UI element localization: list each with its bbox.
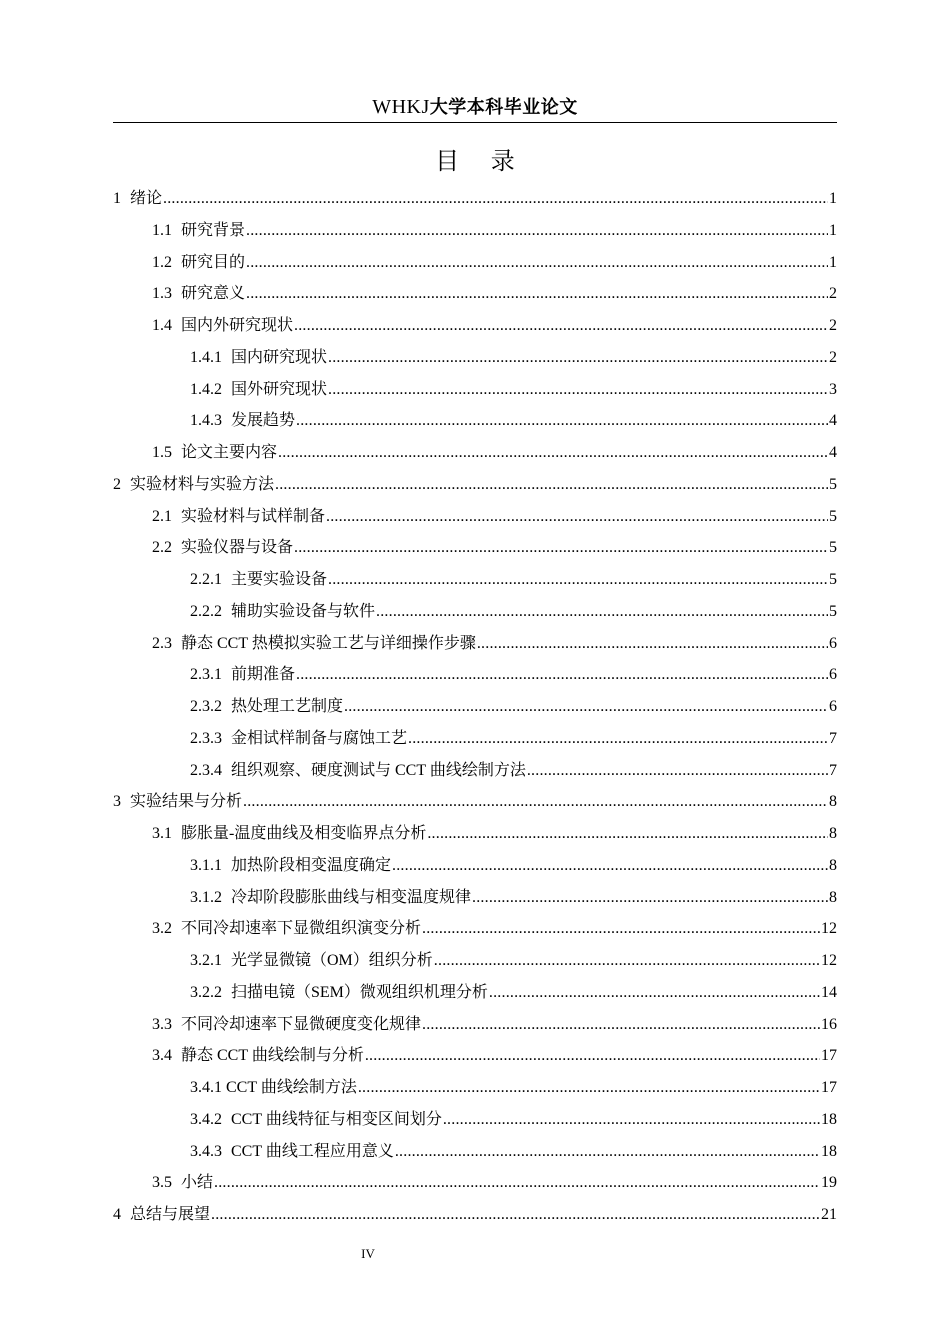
toc-entry[interactable] [113,501,837,533]
toc-entry-title: 国内研究现状 [231,348,328,366]
toc-entry-page: 6 [829,698,837,715]
toc-entry-page: 5 [829,602,837,620]
toc-entry-number: 3.1.1 [190,856,222,874]
toc-dot-leader [211,1199,820,1231]
toc-entry[interactable] [113,1167,837,1199]
toc-entry[interactable] [113,977,837,1009]
toc-entry-title: 实验材料与试样制备 [181,507,326,525]
toc-dot-leader [422,913,820,945]
toc-entry-page: 14 [821,983,837,1001]
toc-entry[interactable] [113,628,837,660]
toc-entry-page: 5 [829,539,837,557]
toc-entry-title: 金相试样制备与腐蚀工艺 [231,729,408,747]
table-of-contents [113,183,837,1231]
toc-entry[interactable] [113,723,837,755]
toc-dot-leader [296,405,828,437]
toc-entry[interactable] [113,1104,837,1136]
toc-entry-title: CCT 曲线特征与相变区间划分 [231,1110,442,1128]
toc-entry[interactable] [113,342,837,374]
toc-entry-page: 18 [821,1110,837,1128]
toc-dot-leader [246,278,828,310]
toc-entry[interactable] [113,659,837,691]
toc-entry-number: 3.4.2 [190,1110,222,1128]
toc-dot-leader [527,755,828,787]
toc-dot-leader [296,659,828,691]
toc-dot-leader [214,1167,820,1199]
toc-entry-number: 2.2.2 [190,602,222,620]
toc-entry-number: 1.4.2 [190,380,222,398]
toc-dot-leader [328,564,828,596]
toc-entry-page: 8 [829,793,837,811]
toc-entry[interactable] [113,1040,837,1072]
toc-entry-number: 3.4.1 [190,1079,222,1096]
toc-entry-number: 3.4.3 [190,1142,222,1160]
toc-entry-title: 实验材料与实验方法 [130,475,275,493]
toc-entry-page: 2 [829,285,837,303]
toc-entry-title: 扫描电镜（SEM）微观组织机理分析 [231,983,488,1001]
toc-entry-number: 2.3.4 [190,761,222,779]
header-school-code: WHKJ [372,96,430,118]
toc-entry-number: 3.1.2 [190,888,222,906]
toc-entry-title: 小结 [181,1174,214,1192]
toc-dot-leader [477,628,828,660]
toc-entry-page: 8 [829,856,837,874]
toc-entry-number: 3.2.2 [190,983,222,1001]
toc-dot-leader [443,1104,820,1136]
running-header-title [113,94,837,121]
toc-entry-page: 17 [821,1079,837,1096]
toc-entry[interactable] [113,278,837,310]
toc-entry[interactable] [113,945,837,977]
toc-entry-title: 研究意义 [181,285,246,303]
toc-entry-number: 3.3 [152,1015,172,1033]
toc-entry-title: 静态 CCT 曲线绘制与分析 [181,1047,364,1065]
toc-dot-leader [365,1040,820,1072]
toc-entry[interactable] [113,564,837,596]
toc-dot-leader [163,183,828,215]
toc-entry[interactable] [113,183,837,215]
toc-entry-title: 膨胀量-温度曲线及相变临界点分析 [181,825,427,842]
toc-dot-leader [376,596,828,628]
toc-entry-title: 静态 CCT 热模拟实验工艺与详细操作步骤 [181,634,476,652]
toc-entry[interactable] [113,469,837,501]
toc-entry-number: 3.5 [152,1174,172,1192]
toc-dot-leader [243,786,828,818]
toc-entry-number: 1.3 [152,285,172,303]
toc-dot-leader [395,1136,820,1168]
toc-entry[interactable] [113,1009,837,1041]
toc-dot-leader [275,469,828,501]
toc-entry-page: 12 [821,952,837,969]
toc-entry-title: 总结与展望 [130,1206,211,1223]
toc-entry-number: 3.1 [152,825,172,842]
toc-entry[interactable] [113,215,837,247]
toc-entry[interactable] [113,374,837,406]
toc-entry-page: 5 [829,475,837,493]
toc-entry-title: 研究背景 [181,221,246,239]
toc-entry-page: 4 [829,444,837,461]
toc-entry[interactable] [113,596,837,628]
toc-entry-page: 2 [829,317,837,334]
toc-entry-number: 1.1 [152,221,172,239]
toc-dot-leader [472,882,828,914]
toc-entry-title: 不同冷却速率下显微组织演变分析 [181,920,422,938]
toc-entry-number: 1.5 [152,444,172,461]
toc-entry-number: 1.4 [152,317,172,334]
toc-entry-number: 1.4.3 [190,412,222,430]
toc-entry-title: 绪论 [130,190,163,207]
toc-entry-page: 21 [821,1206,837,1223]
toc-entry-title: 论文主要内容 [181,444,278,461]
toc-dot-leader [294,310,828,342]
toc-entry-page: 6 [829,634,837,652]
toc-entry[interactable] [113,247,837,279]
toc-entry-page: 4 [829,412,837,430]
toc-entry-title: 国外研究现状 [231,380,328,398]
toc-dot-leader [427,818,828,850]
toc-entry-title: 组织观察、硬度测试与 CCT 曲线绘制方法 [231,761,526,779]
toc-entry-page: 5 [829,571,837,588]
toc-entry-number: 2.3 [152,634,172,652]
toc-entry[interactable] [113,786,837,818]
toc-entry-title: 光学显微镜（OM）组织分析 [231,952,433,969]
toc-entry-number: 2.3.3 [190,729,222,747]
toc-entry-number: 3.2 [152,920,172,938]
toc-entry-title: 国内外研究现状 [181,317,294,334]
toc-entry-number: 2.2.1 [190,571,222,588]
toc-entry-number: 3.2.1 [190,952,222,969]
header-title-cn: 大学本科毕业论文 [429,97,578,118]
toc-entry[interactable] [113,755,837,787]
toc-entry-page: 3 [829,380,837,398]
toc-entry-page: 1 [829,253,837,271]
toc-entry-title: 实验仪器与设备 [181,539,294,557]
toc-entry-page: 7 [829,729,837,747]
toc-entry[interactable] [113,691,837,723]
toc-entry-page: 7 [829,761,837,779]
toc-entry-title: CCT 曲线工程应用意义 [231,1142,394,1160]
toc-dot-leader [422,1009,820,1041]
toc-entry-page: 5 [829,507,837,525]
toc-dot-leader [392,850,828,882]
toc-dot-leader [246,247,828,279]
toc-entry[interactable] [113,310,837,342]
toc-entry-page: 8 [829,825,837,842]
toc-entry[interactable] [113,1199,837,1231]
toc-entry[interactable] [113,437,837,469]
toc-dot-leader [294,532,828,564]
toc-entry[interactable] [113,882,837,914]
toc-entry[interactable] [113,913,837,945]
toc-entry[interactable] [113,1136,837,1168]
toc-dot-leader [278,437,828,469]
toc-dot-leader [344,691,828,723]
toc-entry-page: 8 [829,888,837,906]
toc-entry-page: 19 [821,1174,837,1192]
toc-entry[interactable] [113,1072,837,1104]
toc-entry-title: 热处理工艺制度 [231,698,344,715]
toc-entry-page: 1 [829,190,837,207]
toc-entry-page: 6 [829,666,837,684]
toc-entry-title: 发展趋势 [231,412,296,430]
header-divider [113,122,837,123]
toc-entry-title: 不同冷却速率下显微硬度变化规律 [181,1015,422,1033]
toc-entry-number: 1.2 [152,253,172,271]
toc-entry-number: 3.4 [152,1047,172,1065]
toc-entry-page: 12 [821,920,837,938]
toc-heading: 目 录 [435,147,527,175]
toc-entry-title: 加热阶段相变温度确定 [231,856,392,874]
toc-dot-leader [328,374,828,406]
toc-entry-number: 2.2 [152,539,172,557]
toc-dot-leader [326,501,828,533]
toc-entry-number: 2.3.1 [190,666,222,684]
toc-entry-title: 前期准备 [231,666,296,684]
toc-dot-leader [358,1072,820,1104]
toc-dot-leader [489,977,820,1009]
toc-entry-title: 主要实验设备 [231,571,328,588]
toc-entry[interactable] [113,850,837,882]
toc-entry[interactable] [113,405,837,437]
toc-entry-page: 17 [821,1047,837,1065]
toc-entry[interactable] [113,532,837,564]
toc-dot-leader [434,945,820,977]
toc-entry-number: 2.1 [152,507,172,525]
toc-entry-title: 研究目的 [181,253,246,271]
toc-entry-title: 辅助实验设备与软件 [231,602,376,620]
toc-entry-title: CCT 曲线绘制方法 [226,1079,357,1096]
page-number: IV [361,1246,375,1261]
toc-entry[interactable] [113,818,837,850]
toc-dot-leader [408,723,828,755]
toc-dot-leader [246,215,828,247]
toc-entry-page: 1 [829,221,837,239]
toc-dot-leader [328,342,828,374]
toc-entry-number: 2.3.2 [190,698,222,715]
toc-entry-number: 3 [113,793,121,811]
toc-entry-page: 16 [821,1015,837,1033]
toc-entry-page: 18 [821,1142,837,1160]
toc-entry-number: 1.4.1 [190,348,222,366]
toc-entry-number: 1 [113,190,121,207]
toc-entry-title: 实验结果与分析 [130,793,243,811]
toc-entry-title: 冷却阶段膨胀曲线与相变温度规律 [231,888,472,906]
toc-entry-number: 4 [113,1206,121,1223]
toc-entry-page: 2 [829,348,837,366]
toc-entry-number: 2 [113,475,121,493]
